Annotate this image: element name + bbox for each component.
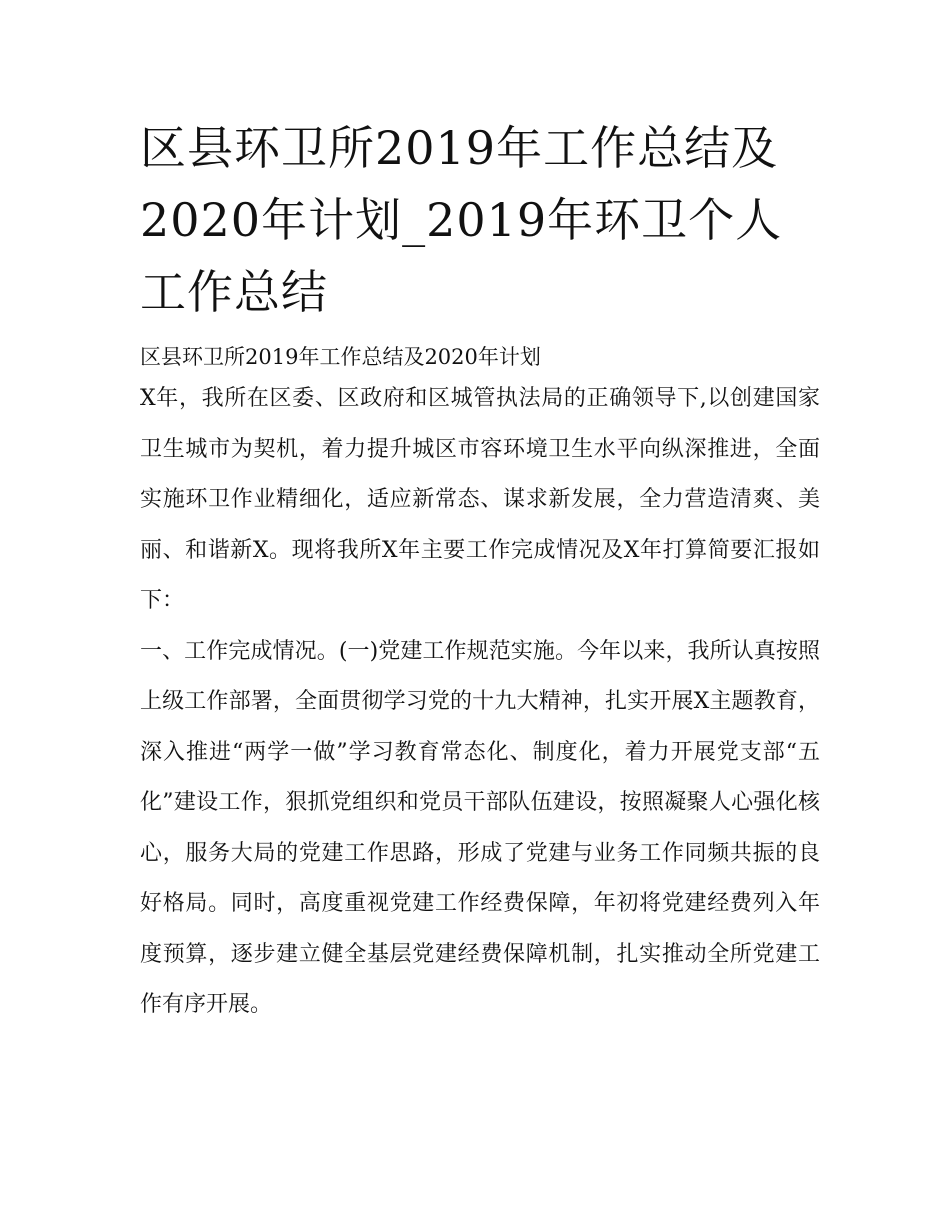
document-title: 区县环卫所2019年工作总结及2020年计划_2019年环卫个人工作总结: [140, 121, 783, 319]
paragraph-section-one: 一、工作完成情况。(一)党建工作规范实施。今年以来，我所认真按照上级工作部署，全面贯彻学习党的十九大精神，扎实开展X主题教育，深入推进“两学一做”学习教育常态化、制度化，着力开展党支部“五化”建设工作，狠抓党组织和党员干部队伍建设，按照凝聚人心强化核心，服务大局的党建工作思路，形成了党建与业务工作同频共振的良好格局。同时，高度重视党建工作经费保障，年初将党建经费列入年度预算，逐步建立健全基层党建经费保障机制，扎实推动全所党建工作有序开展。: [140, 638, 820, 1017]
document-subtitle: 区县环卫所2019年工作总结及2020年计划: [140, 345, 541, 369]
document-page: [140, 112, 820, 1031]
paragraph-intro: X年，我所在区委、区政府和区城管执法局的正确领导下,以创建国家卫生城市为契机，着力提升城区市容环境卫生水平向纵深推进，全面实施环卫作业精细化，适应新常态、谋求新发展，全力营造清爽、美丽、和谐新X。现将我所X年主要工作完成情况及X年打算简要汇报如下：: [140, 386, 820, 613]
